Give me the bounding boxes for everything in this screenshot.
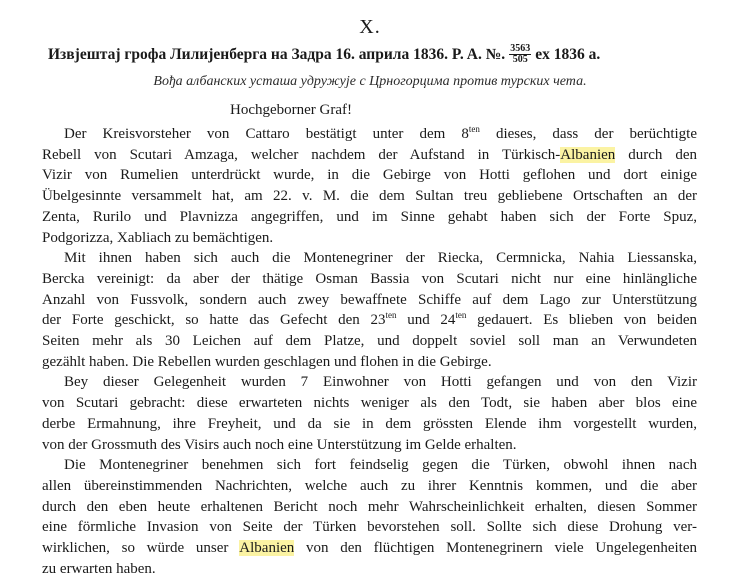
paragraph bbox=[42, 372, 697, 455]
text-segment: allen übereinstimmenden Nachrichten, welche auch zu ihrer Kenntnis kommen, und die aber bbox=[42, 477, 697, 494]
text-line bbox=[42, 186, 697, 207]
text-line bbox=[42, 352, 697, 373]
text-segment: Vizir von Rumelien unterdrückt wurde, in die Gebirge von Hotti geflohen und dort einige bbox=[42, 167, 697, 184]
text-line bbox=[42, 145, 697, 166]
text-line bbox=[42, 538, 697, 559]
title-text: Извјештај грофа Лилијенберга на Задра 16. априла 1836. P. A. №. bbox=[48, 45, 506, 63]
highlighted-term: Albanien bbox=[560, 146, 616, 163]
text-segment: Rebell von Scutari Amzaga, welcher nachdem der Aufstand in Türkisch- bbox=[42, 146, 561, 163]
paragraph bbox=[42, 124, 697, 248]
fraction-denominator: 505 bbox=[512, 54, 528, 65]
letter-body bbox=[42, 124, 697, 579]
text-line bbox=[42, 414, 697, 435]
archive-fraction bbox=[509, 44, 531, 65]
text-line bbox=[42, 372, 697, 393]
paragraph bbox=[42, 455, 697, 579]
superscript: ten bbox=[455, 310, 467, 321]
text-segment: Mit ihnen haben sich auch die Montenegriner der Riecka, Cermnicka, Nahia Liessanska, bbox=[64, 250, 697, 267]
salutation: Hochgeborner Graf! bbox=[230, 102, 353, 118]
text-segment: Zenta, Rurilo und Plavnizza angegriffen, und im Sinne gehabt haben sich der Forte Spuz, bbox=[42, 208, 697, 225]
text-segment: und 24 bbox=[396, 312, 456, 329]
text-segment: derbe Ermahnung, ihre Freyheit, und da sie in dem grössten Elende ihm vorgestellt wurden, bbox=[42, 415, 697, 432]
text-line bbox=[42, 248, 697, 269]
highlighted-term: Albanien bbox=[239, 540, 295, 557]
text-line bbox=[42, 393, 697, 414]
text-segment: Übelgesinnte versammelt hat, am 22. v. M. die dem Sultan treu gebliebene Ortschaften an der bbox=[42, 188, 697, 205]
text-line bbox=[42, 165, 697, 186]
text-segment: dieses, dass der berüchtigte bbox=[479, 126, 698, 142]
text-line bbox=[42, 435, 697, 456]
text-line bbox=[42, 476, 697, 497]
text-segment: gedauert. Es blieben von beiden bbox=[466, 312, 697, 329]
text-line bbox=[42, 207, 697, 228]
text-segment: durch den eben heute erhaltenen Bericht noch mehr Wahrscheinlichkeit erhalten, diesen Sommer bbox=[42, 498, 697, 515]
text-segment: gezählt haben. Die Rebellen wurden geschlagen und flohen in die Gebirge. bbox=[42, 353, 492, 370]
text-line bbox=[42, 290, 697, 311]
text-segment: wirklichen, so würde unser bbox=[42, 540, 240, 557]
superscript: ten bbox=[468, 124, 480, 134]
text-segment: von den flüchtigen Montenegrinern viele Ungelegenheiten bbox=[294, 540, 697, 557]
text-segment: der Forte geschickt, so hatte das Gefecht den 23 bbox=[42, 312, 386, 329]
text-segment: durch den bbox=[615, 146, 697, 163]
text-segment: eine förmliche Invasion von Seite der Türken bevorstehen soll. Sollte sich diese Drohung ver- bbox=[42, 519, 697, 536]
document-title bbox=[48, 44, 700, 65]
text-segment: Anzahl von Fussvolk, sondern auch zwey bewaffnete Schiffe auf dem Lago zur Unterstützung bbox=[42, 291, 697, 308]
text-line bbox=[42, 517, 697, 538]
fraction-numerator: 3563 bbox=[510, 43, 531, 54]
text-line bbox=[42, 228, 697, 249]
text-segment: Seiten mehr als 30 Leichen auf dem Platze, und doppelt soviel soll man an Verwundeten bbox=[42, 333, 697, 350]
text-line bbox=[42, 310, 697, 331]
document-number: X. bbox=[359, 16, 381, 38]
document-subtitle: Вођа албанских усташа удружује с Црногорцима против турских чета. bbox=[153, 74, 587, 89]
text-line bbox=[42, 124, 697, 145]
text-segment: Bey dieser Gelegenheit wurden 7 Einwohner von Hotti gefangen und von den Vizir bbox=[64, 374, 697, 391]
text-line bbox=[42, 497, 697, 518]
superscript: ten bbox=[385, 310, 397, 321]
text-segment: Der Kreisvorsteher von Cattaro bestätigt unter dem 8 bbox=[64, 126, 469, 142]
text-segment: Die Montenegriner benehmen sich fort feindselig gegen die Türken, obwohl ihnen nach bbox=[64, 457, 697, 474]
text-line bbox=[42, 455, 697, 476]
text-segment: von der Grossmuth des Visirs auch noch eine Unterstützung im Gelde erhalten. bbox=[42, 436, 517, 453]
text-segment: Bercka vereinigt: da aber der thätige Osman Bassia von Scutari nicht nur eine hinlängliche bbox=[42, 270, 697, 287]
title-suffix: ex 1836 a. bbox=[535, 45, 601, 63]
text-segment: zu erwarten haben. bbox=[42, 560, 156, 577]
text-line bbox=[42, 331, 697, 352]
text-segment: von Scutari gebracht: diese erwarteten nichts weniger als den Todt, sie haben aber blos eine bbox=[42, 395, 697, 412]
paragraph bbox=[42, 248, 697, 372]
text-segment: Podgorizza, Xabliach zu bemächtigen. bbox=[42, 229, 274, 246]
text-line bbox=[42, 269, 697, 290]
